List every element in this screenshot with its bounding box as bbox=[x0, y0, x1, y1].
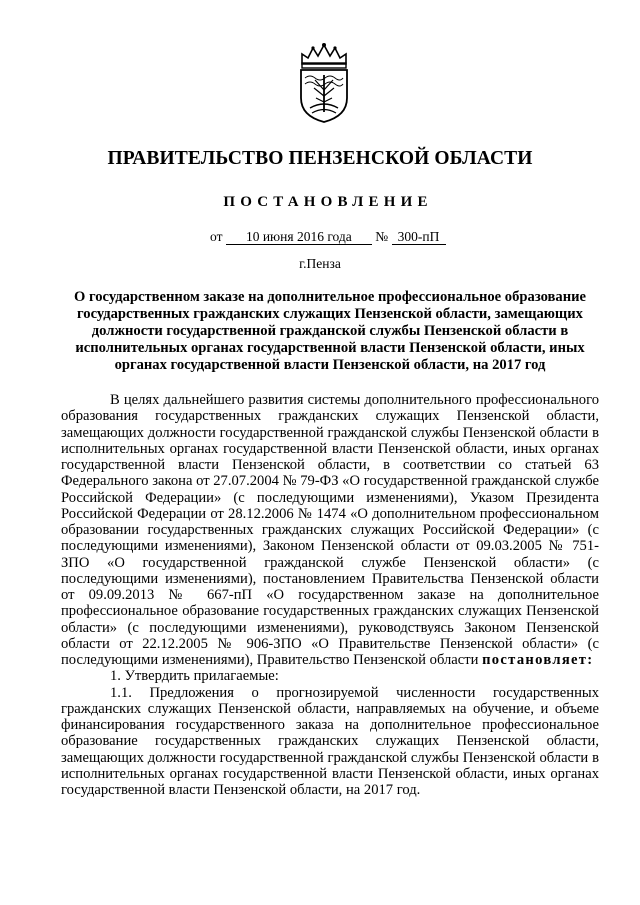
organization-title: ПРАВИТЕЛЬСТВО ПЕНЗЕНСКОЙ ОБЛАСТИ bbox=[107, 148, 533, 169]
number-prefix: № bbox=[375, 229, 389, 244]
item-1-1: 1.1. Предложения о прогнозируемой численности государственных гражданских служащих Пензенской области, направляемых на обучение, и объеме финансирования государственного заказа на дополнительное профессиональное образование государственных гражданских служащих Пензенской области, замещающих должности государственной гражданской службы Пензенской области в исполнительных органах государственной власти Пензенской области, иных органах государственной власти Пензенской области, на 2017 год. bbox=[61, 684, 599, 798]
date-prefix: от bbox=[210, 229, 223, 244]
intro-text: В целях дальнейшего развития системы дополнительного профессионального образования государственных гражданских служащих Пензенской области, замещающих должности государственной гражданской службы Пензенской области в исполнительных органах государственной власти Пензенской области, иных органах государственной власти Пензенской области, в соответствии со статьей 63 Федерального закона от 27.07.2004 № 79-ФЗ «О государственной гражданской службе Российской Федерации» (с последующими изменениями), Указом Президента Российской Федерации от 28.12.2006 № 1474 «О дополнительном профессиональном образовании государственных гражданских служащих Российской Федерации» (с последующими изменениями), Законом Пензенской области от 09.03.2005 № 751-ЗПО «О государственной гражданской службе Пензенской области» (с последующими изменениями), постановлением Правительства Пензенской области от 09.09.2013 № 667-пП «О государственном заказе на дополнительное профессиональное образование государственных гражданских служащих Пензенской области» (с последующими изменениями), руководствуясь Законом Пензенской области от 22.12.2005 № 906-ЗПО «О Правительстве Пензенской области» (с последующими изменениями), Правительство Пензенской области bbox=[61, 392, 599, 668]
item-1: 1. Утвердить прилагаемые: bbox=[110, 668, 279, 685]
document-type: ПОСТАНОВЛЕНИЕ bbox=[223, 194, 433, 210]
city: г.Пенза bbox=[299, 256, 341, 271]
document-date: 10 июня 2016 года bbox=[226, 229, 372, 245]
document-subject: О государственном заказе на дополнительное профессиональное образование государственных гражданских служащих Пензенской области, замещающих должности государственной гражданской службы Пензенской области в исполнительных органах государственной власти Пензенской области, иных органах государственной власти Пензенской области, на 2017 год bbox=[73, 289, 586, 373]
penza-coat-of-arms-icon bbox=[296, 42, 352, 124]
document-body bbox=[61, 392, 599, 798]
decree-word: постановляет: bbox=[482, 652, 594, 668]
intro-paragraph bbox=[61, 392, 599, 668]
date-number-line bbox=[210, 229, 446, 245]
document-number: 300-пП bbox=[392, 229, 446, 245]
